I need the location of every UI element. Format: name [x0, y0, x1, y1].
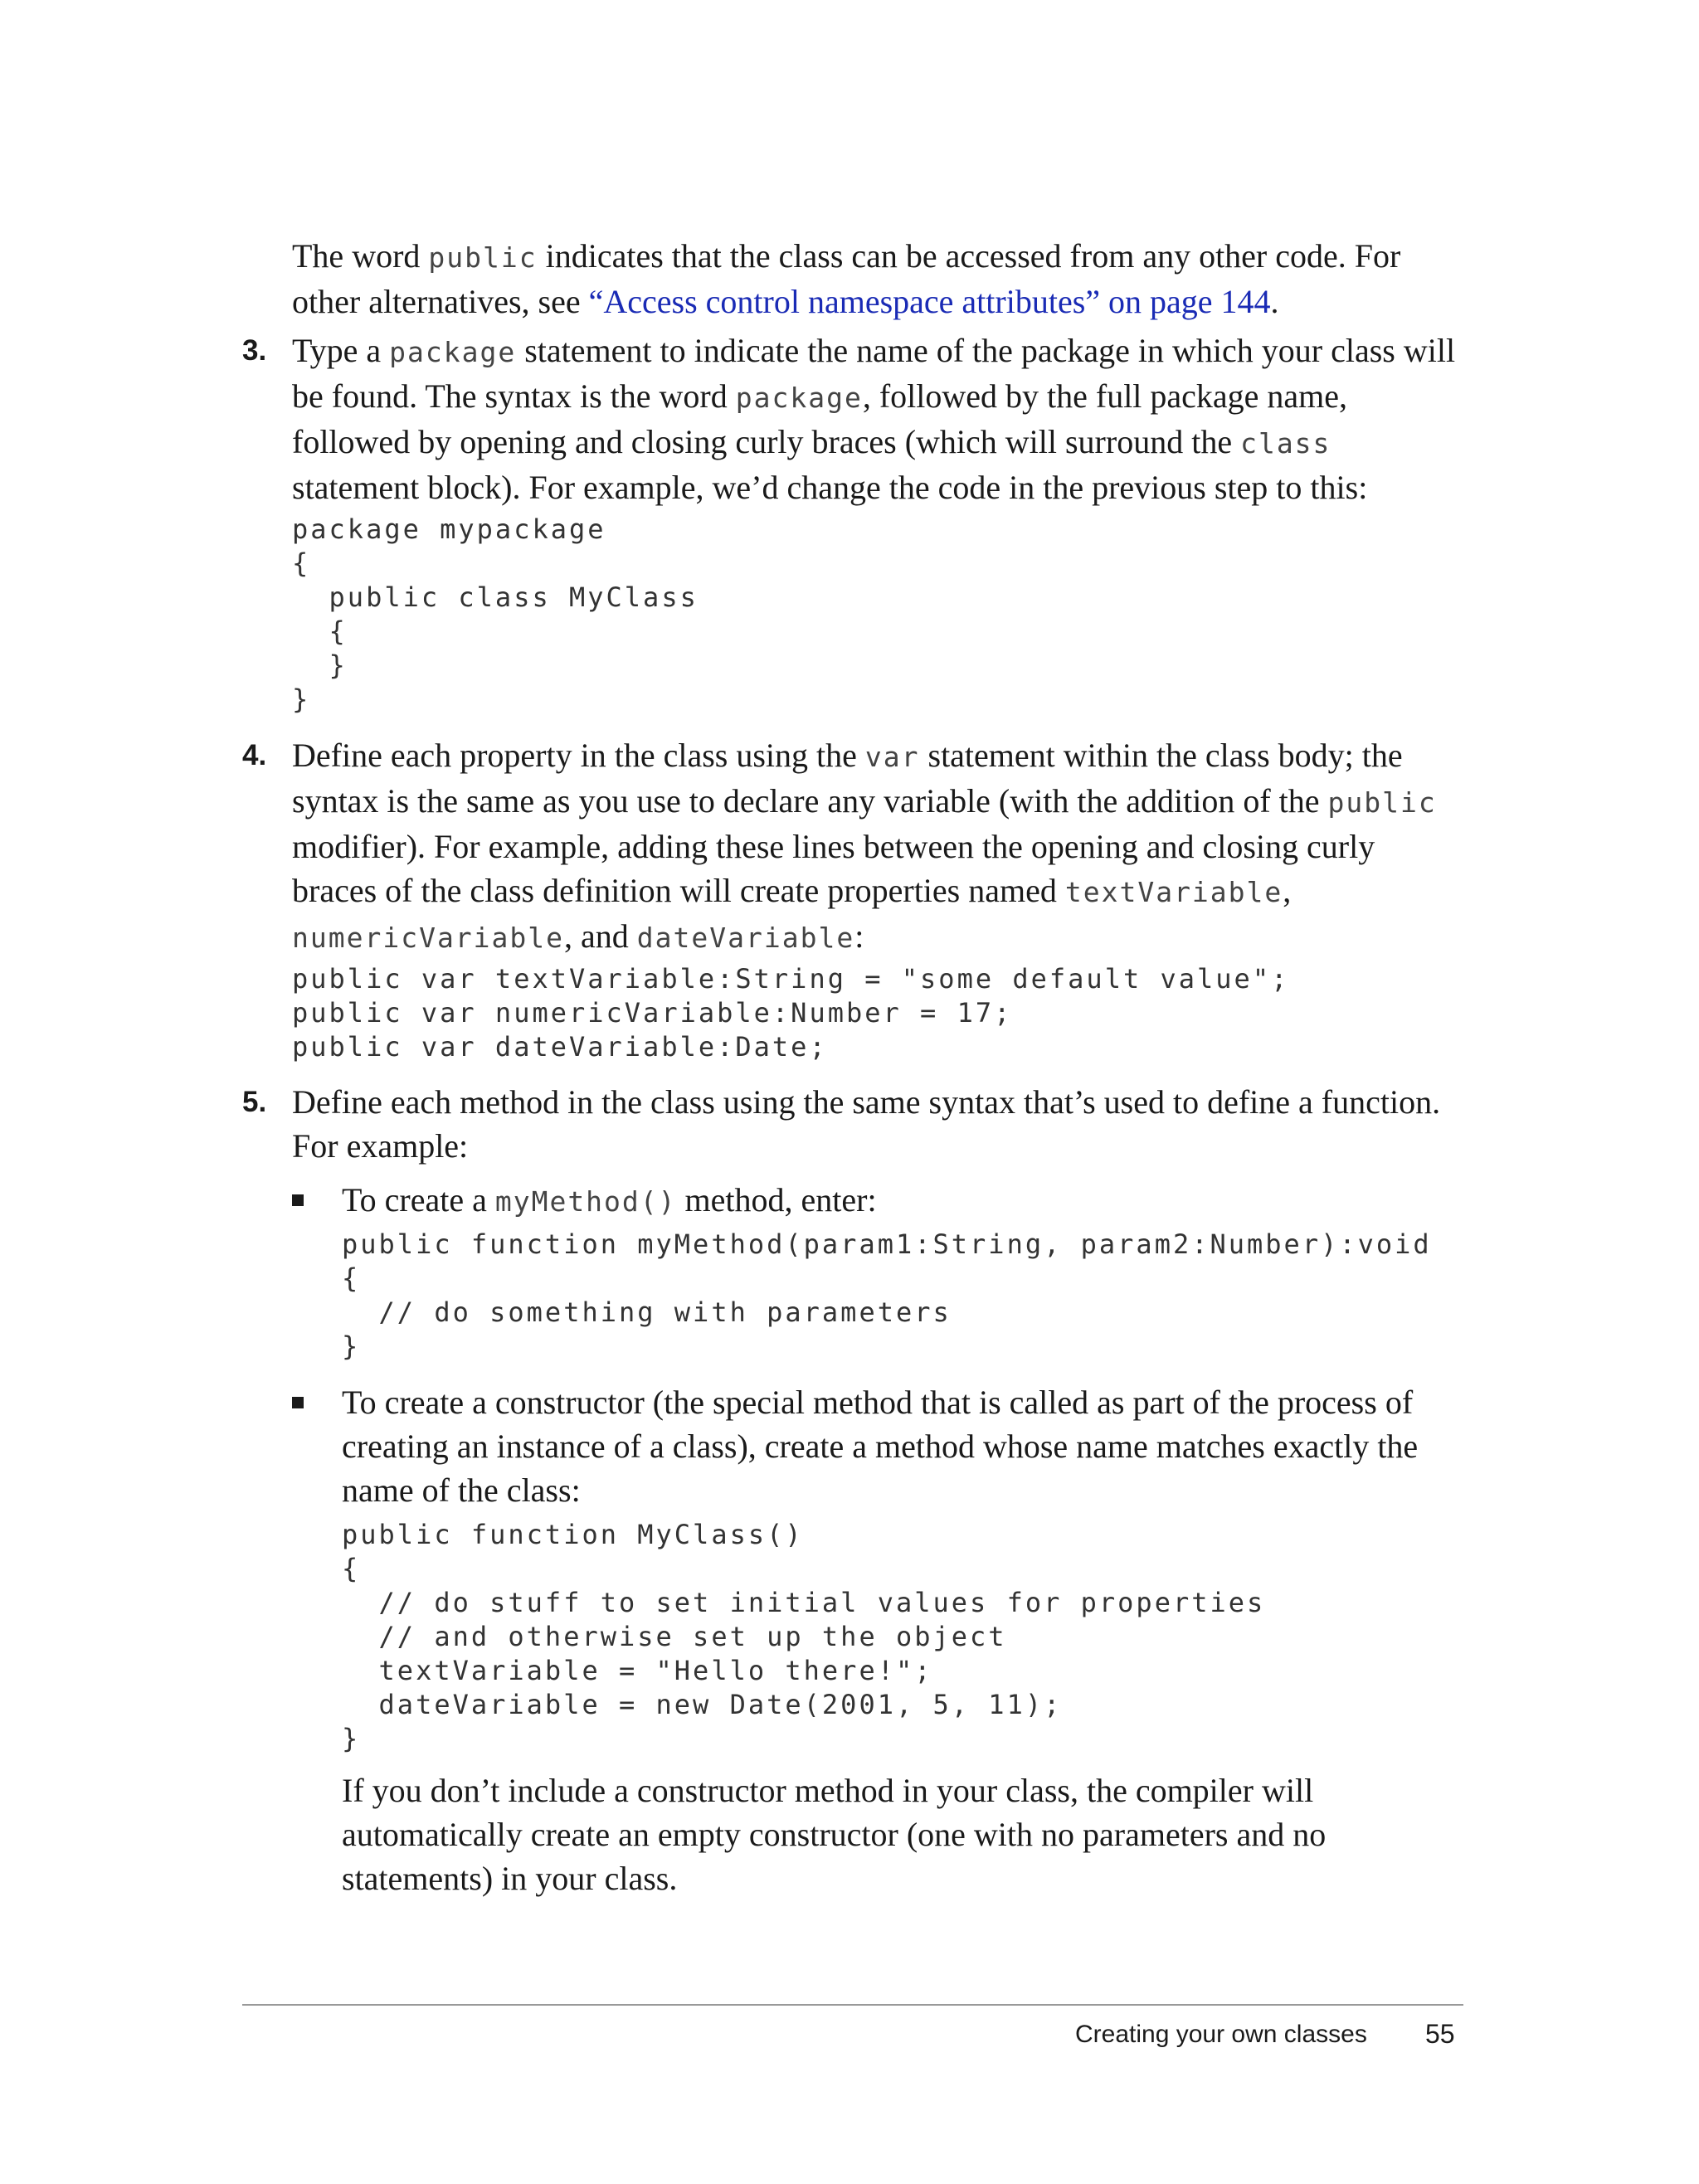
inline-code: textVariable [1064, 876, 1283, 908]
bullet-marker [292, 1397, 304, 1408]
running-footer-title: Creating your own classes [1075, 2021, 1367, 2048]
text-run: indicates that the class can be accessed from any other code. For other alternatives, see [292, 237, 1401, 320]
text-run: modifier). For example, adding these lines between the opening and closing curly braces of the class definition will create properties named [292, 828, 1375, 909]
inline-code: numericVariable [292, 922, 565, 954]
text-run: , followed by the full package name, followed by opening and closing curly braces (which will surround the [292, 377, 1348, 460]
inline-code: var [864, 741, 920, 773]
code-block-constructor: public function MyClass() { // do stuff to set initial values for properties // and otherwise set up the object textVariable = "Hello there!"; dateVariable = new Date(2001, 5, 11); } [342, 1519, 1266, 1754]
cross-reference-link[interactable]: “Access control namespace attributes” on page 144 [588, 283, 1271, 320]
text-run: : [854, 917, 864, 955]
text-run: statement block). For example, we’d change the code in the previous step to this: [292, 469, 1368, 506]
text-run: Type a [292, 332, 390, 369]
step-number-3: 3. [242, 334, 267, 367]
inline-code: package [735, 382, 863, 414]
step-number-4: 4. [242, 739, 267, 771]
inline-code: package [389, 336, 517, 368]
text-run: To create a [342, 1181, 495, 1218]
inline-code: myMethod() [494, 1185, 677, 1218]
step-3-paragraph [292, 328, 1462, 509]
step-5-paragraph: Define each method in the class using the same syntax that’s used to define a function. For example: [292, 1083, 1441, 1165]
code-block-method: public function myMethod(param1:String, param2:Number):void { // do something with parameters } [342, 1228, 1432, 1362]
bullet-marker [292, 1194, 304, 1206]
text-run: statement within the class body; the syntax is the same as you use to declare any variable (with the addition of the [292, 737, 1403, 820]
inline-code: public [428, 241, 538, 274]
intro-paragraph [292, 234, 1462, 323]
code-block-package: package mypackage { public class MyClass { } } [292, 513, 699, 715]
inline-code: dateVariable [636, 922, 855, 954]
text-run: statement to indicate the name of the package in which your class will be found. The syntax is the word [292, 332, 1456, 415]
code-block-properties: public var textVariable:String = "some default value"; public var numericVariable:Number = 17; public var dateVariable:Date; [292, 963, 1290, 1063]
page-number: 55 [1425, 2019, 1455, 2049]
inline-code: public [1327, 786, 1437, 819]
constructor-note: If you don’t include a constructor method in your class, the compiler will automatically create an empty constructor (one with no parameters and no statements) in your class. [342, 1772, 1327, 1897]
text-run: method, enter: [676, 1181, 877, 1218]
text-run: . [1270, 283, 1279, 320]
text-run: The word [292, 237, 429, 275]
text-run: Define each property in the class using the [292, 737, 865, 774]
step-number-5: 5. [242, 1086, 267, 1118]
bullet-2-text: To create a constructor (the special method that is called as part of the process of creating an instance of a class), create a method whose name matches exactly the name of the class: [342, 1384, 1419, 1509]
footer-divider [242, 2004, 1463, 2006]
step-4-paragraph [292, 733, 1462, 960]
text-run: , [1283, 872, 1292, 909]
text-run: , and [564, 917, 637, 955]
bullet-1-text [342, 1178, 1462, 1223]
inline-code: class [1240, 427, 1331, 460]
